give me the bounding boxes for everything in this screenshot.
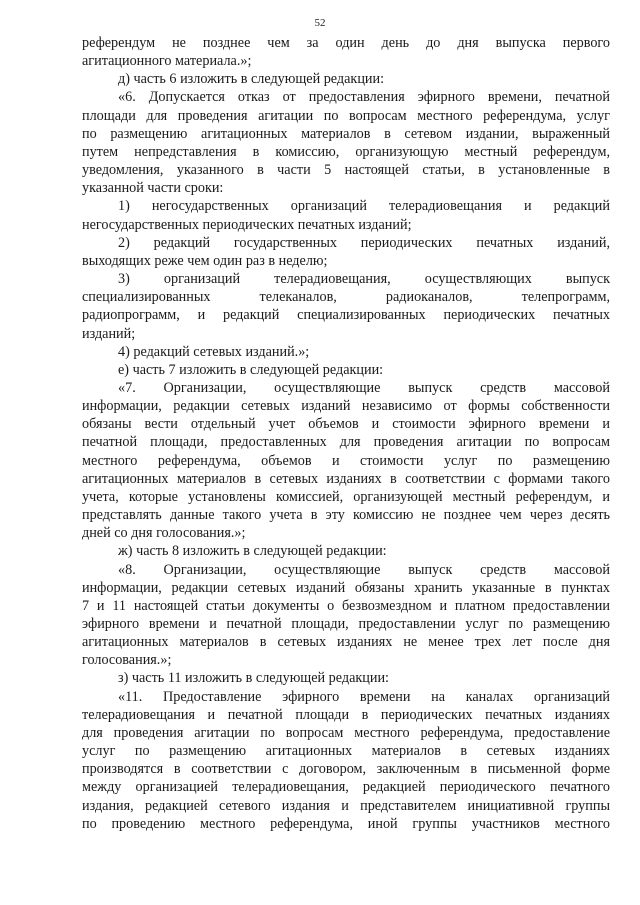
document-body: [82, 34, 610, 833]
text-line: обязаны вести отдельный учет объемов и стоимости эфирного времени и: [82, 416, 610, 433]
text-line: радиопрограмм, и редакций специализированных периодических печатных: [82, 307, 610, 324]
text-line: «11. Предоставление эфирного времени на каналах организаций: [118, 688, 610, 705]
text-line: уведомления, указанного в части 5 настоящей статьи, в установленные в: [82, 162, 610, 179]
text-line: по проведению местного референдума, иной группы участников местного: [82, 815, 610, 832]
text-line: негосударственных периодических печатных изданий;: [82, 216, 412, 233]
text-line: производятся в соответствии с договором, заключенным в письменной форме: [82, 761, 610, 778]
text-line: издания, редакцией сетевого издания и представителем инициативной группы: [82, 797, 610, 814]
page-number: 52: [314, 17, 326, 29]
text-line: для проведения агитации по вопросам местного референдума, предоставление: [82, 724, 610, 741]
text-line: з) часть 11 изложить в следующей редакции:: [118, 670, 389, 687]
text-line: местного референдума, объемов и стоимости услуг по размещению: [82, 452, 610, 469]
text-line: ж) часть 8 изложить в следующей редакции:: [118, 543, 387, 560]
text-line: площади для проведения агитации по вопросам местного референдума, услуг: [82, 107, 610, 124]
text-line: выходящих реже чем один раз в неделю;: [82, 252, 328, 269]
text-line: между организацией телерадиовещания, редакцией периодического печатного: [82, 779, 610, 796]
text-line: агитационных материалов в сетевых изданиях в соответствии с формами такого: [82, 470, 610, 487]
text-line: телерадиовещания и печатной площади в периодических печатных изданиях: [82, 706, 610, 723]
text-line: представлять данные такого учета в эту комиссию не позднее чем через десять: [82, 507, 610, 524]
text-line: референдум не позднее чем за один день до дня выпуска первого: [82, 35, 610, 51]
text-line: путем непредставления в комиссию, организующую местный референдум,: [82, 143, 610, 160]
text-line: услуг по размещению агитационных материалов в сетевых изданиях: [82, 743, 610, 760]
text-line: специализированных телеканалов, радиоканалов, телепрограмм,: [82, 289, 610, 306]
text-line: «6. Допускается отказ от предоставления эфирного времени, печатной: [118, 89, 610, 106]
text-line: изданий;: [82, 325, 136, 342]
text-line: дней со дня голосования.»;: [82, 525, 246, 542]
text-line: эфирного времени и печатной площади, предоставлении услуг по размещению: [82, 616, 610, 632]
text-line: печатной площади, предоставленных для проведения агитации по вопросам: [82, 434, 610, 451]
text-line: 4) редакций сетевых изданий.»;: [118, 343, 310, 360]
text-line: 2) редакций государственных периодических печатных изданий,: [118, 234, 610, 251]
text-line: агитационного материала.»;: [82, 53, 252, 70]
text-line: «8. Организации, осуществляющие выпуск средств массовой: [118, 561, 610, 578]
text-line: голосования.»;: [82, 652, 172, 669]
text-line: е) часть 7 изложить в следующей редакции:: [118, 361, 384, 378]
text-line: информации, редакции сетевых изданий обязаны хранить указанные в пунктах: [82, 579, 610, 596]
text-line: информации, редакции сетевых изданий независимо от формы собственности: [82, 398, 610, 415]
text-line: учета, которые установлены комиссией, организующей местный референдум, и: [82, 488, 610, 505]
text-line: 7 и 11 настоящей статьи документы о безвозмездном и платном предоставлении: [82, 597, 610, 614]
text-line: «7. Организации, осуществляющие выпуск средств массовой: [118, 379, 610, 396]
text-line: указанной части сроки:: [82, 180, 224, 197]
text-line: агитационных материалов в сетевых изданиях не менее трех лет после дня: [82, 634, 610, 651]
text-line: 1) негосударственных организаций телерадиовещания и редакций: [118, 198, 610, 215]
text-line: д) часть 6 изложить в следующей редакции:: [118, 71, 385, 88]
text-line: 3) организаций телерадиовещания, осуществляющих выпуск: [118, 271, 610, 288]
text-line: по размещению агитационных материалов в сетевом издании, выраженный: [82, 125, 610, 142]
